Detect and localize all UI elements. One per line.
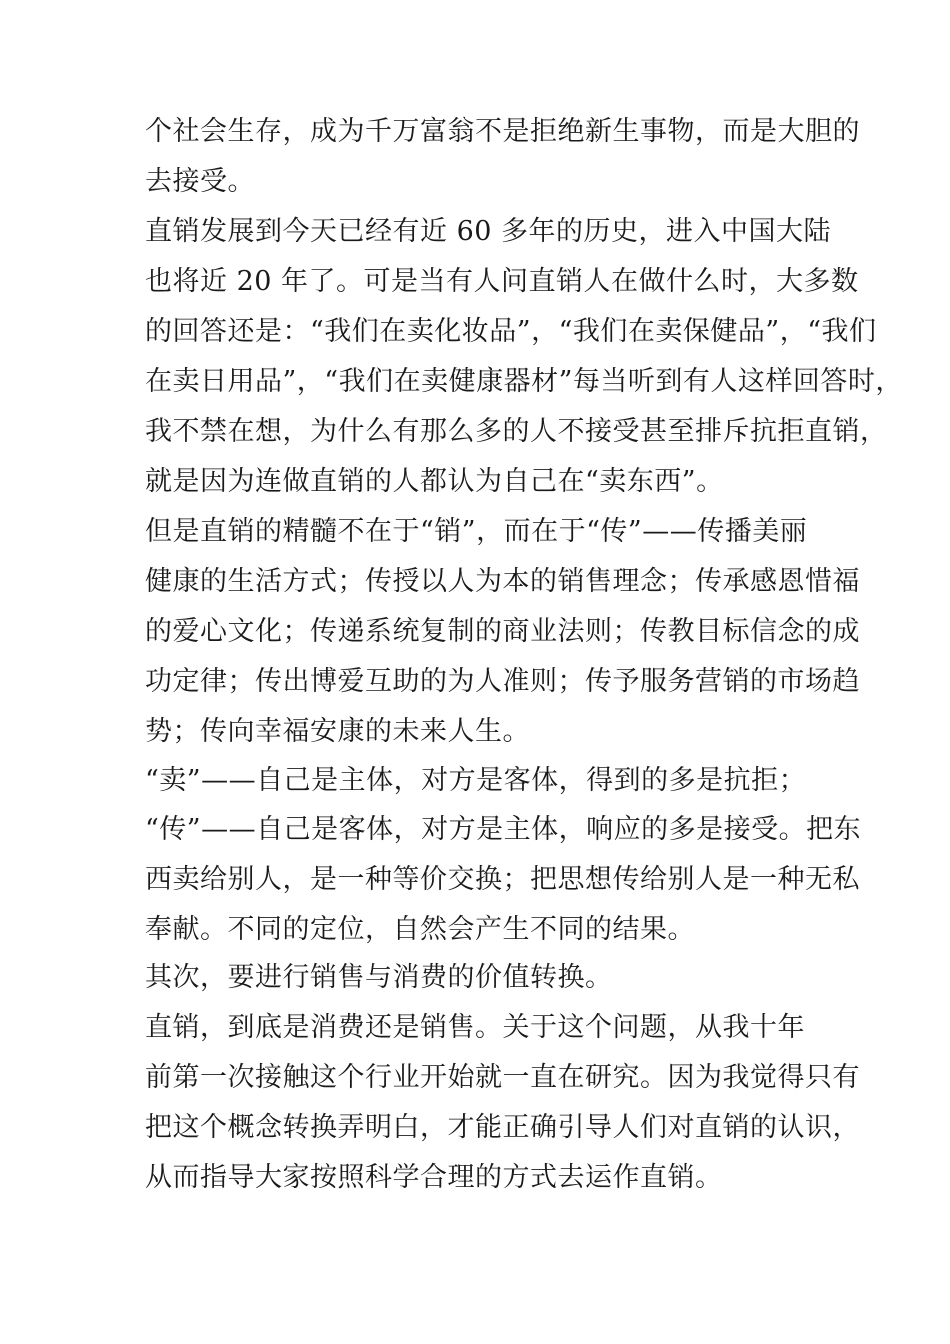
text-line: 直销，到底是消费还是销售。关于这个问题，从我十年: [145, 1012, 805, 1043]
text-line: 前第一次接触这个行业开始就一直在研究。因为我觉得只有: [145, 1062, 860, 1093]
text-line: 的爱心文化；传递系统复制的商业法则；传教目标信念的成: [145, 616, 860, 647]
text-line: 从而指导大家按照科学合理的方式去运作直销。: [145, 1162, 723, 1193]
text-line: “传”——自己是客体，对方是主体，响应的多是接受。把东: [145, 814, 862, 845]
text-line: 去接受。: [145, 166, 255, 197]
text-line: 个社会生存，成为千万富翁不是拒绝新生事物，而是大胆的: [145, 116, 860, 147]
text-line: 健康的生活方式；传授以人为本的销售理念；传承感恩惜福: [145, 566, 860, 597]
text-line: 奉献。不同的定位，自然会产生不同的结果。: [145, 914, 695, 945]
text-line: 直销发展到今天已经有近 60 多年的历史，进入中国大陆: [145, 216, 832, 247]
text-line: 就是因为连做直销的人都认为自己在“卖东西”。: [145, 466, 724, 497]
text-line: 的回答还是：“我们在卖化妆品”，“我们在卖保健品”，“我们: [145, 316, 877, 347]
text-line: 势；传向幸福安康的未来人生。: [145, 716, 530, 747]
text-line: 功定律；传出博爱互助的为人准则；传予服务营销的市场趋: [145, 666, 860, 697]
text-line: 也将近 20 年了。可是当有人问直销人在做什么时，大多数: [145, 266, 859, 297]
text-line: 但是直销的精髓不在于“销”，而在于“传”——传播美丽: [145, 516, 808, 547]
text-line: 西卖给别人，是一种等价交换；把思想传给别人是一种无私: [145, 864, 860, 895]
text-line: “卖”——自己是主体，对方是客体，得到的多是抗拒；: [145, 765, 807, 796]
text-line: 其次，要进行销售与消费的价值转换。: [145, 962, 613, 993]
text-line: 把这个概念转换弄明白，才能正确引导人们对直销的认识，: [145, 1112, 860, 1143]
text-line: 我不禁在想，为什么有那么多的人不接受甚至排斥抗拒直销，: [145, 416, 888, 447]
text-line: 在卖日用品”，“我们在卖健康器材”每当听到有人这样回答时，: [145, 366, 903, 397]
